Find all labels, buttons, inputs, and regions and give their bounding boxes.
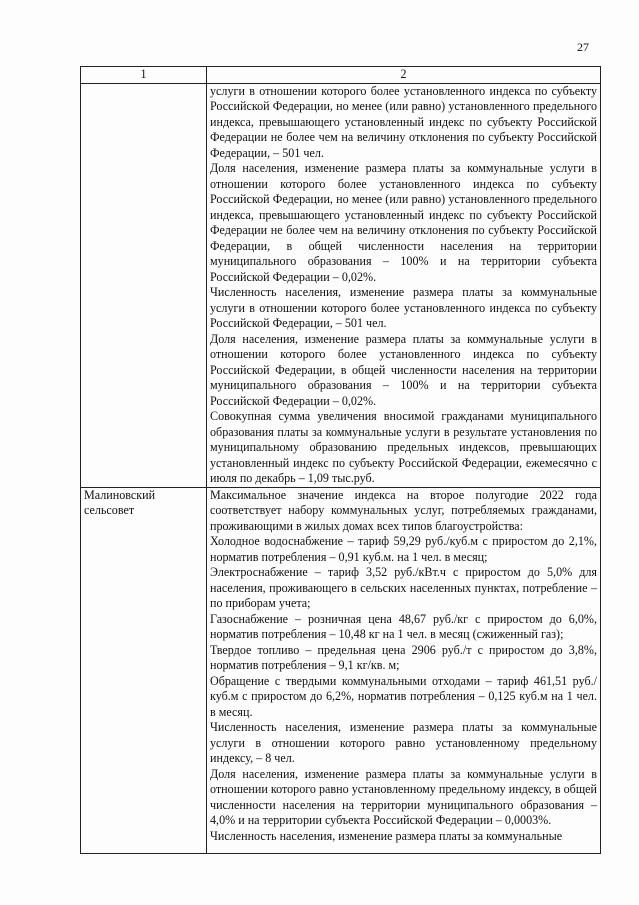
page-number: 27 (577, 40, 589, 54)
paragraph: Численность населения, изменение размера платы за коммунальные услуги в отношении которого равно установленному предельному индексу, – 8 чел. (210, 720, 597, 765)
table-row (81, 487, 601, 853)
paragraph: Доля населения, изменение размера платы за коммунальные услуги в отношении которого более установленного индекса по субъекту Российской Федерации, в общей численности населения на территории муниципального образования – 100% и на территории субъекта Российской Федерации – 0,02%. (210, 331, 597, 408)
column-header-2: 2 (207, 67, 601, 84)
paragraph: Численность населения, изменение размера платы за коммунальные (210, 828, 563, 843)
table-header-row (81, 67, 601, 84)
document-table (80, 66, 601, 854)
paragraph: услуги в отношении которого более установленного индекса по субъекту Российской Федерации, но менее (или равно) установленного предельного индекса, превышающего установленный индекс по субъекту Российской Федерации не более чем на величину отклонения по субъекту Российской Федерации, – 501 чел. (210, 83, 597, 160)
paragraph: Твердое топливо – предельная цена 2906 руб./т с приростом до 3,8%, норматив потребления – 9,1 кг/кв. м; (210, 642, 597, 672)
municipality-cell: Малиновский сельсовет (81, 487, 207, 853)
paragraph: Доля населения, изменение размера платы за коммунальные услуги в отношении которого равно установленному предельному индексу, в общей численности населения на территории муниципального образования – 4,0% и на территории субъекта Российской Федерации – 0,0003%. (210, 766, 597, 827)
paragraph: Холодное водоснабжение – тариф 59,29 руб./куб.м с приростом до 2,1%, норматив потребления – 0,91 куб.м. на 1 чел. в месяц; (210, 534, 597, 564)
paragraph: Доля населения, изменение размера платы за коммунальные услуги в отношении которого более установленного индекса по субъекту Российской Федерации, но менее (или равно) установленного предельного индекса, превышающего установленный индекс по субъекту Российской Федерации не более чем на величину отклонения по субъекту Российской Федерации, в общей численности населения на территории муниципального образования – 100% и на территории субъекта Российской Федерации – 0,02%. (210, 161, 597, 284)
paragraph: Газоснабжение – розничная цена 48,67 руб./кг с приростом до 6,0%, норматив потребления – 10,48 кг на 1 чел. в месяц (сжиженный газ); (210, 611, 597, 641)
paragraph: Максимальное значение индекса на второе полугодие 2022 года соответствует набору коммунальных услуг, потребляемых гражданами, проживающими в жилых домах всех типов благоустройства: (210, 487, 597, 533)
paragraph: Совокупная сумма увеличения вносимой гражданами муниципального образования платы за коммунальные услуги в результате установления по муниципальному образованию предельных индексов, превышающих установленный индекс по субъекту Российской Федерации, ежемесячно с июля по декабрь – 1,09 тыс.руб. (210, 409, 597, 485)
paragraph: Обращение с твердыми коммунальными отходами – тариф 461,51 руб./куб.м с приростом до 6,2%, норматив потребления – 0,125 куб.м на 1 чел. в месяц. (210, 673, 597, 719)
municipality-cell (81, 83, 207, 487)
description-cell (207, 487, 601, 853)
column-header-1: 1 (81, 67, 207, 84)
description-cell (207, 83, 601, 487)
table-row (81, 83, 601, 487)
paragraph: Численность населения, изменение размера платы за коммунальные услуги в отношении которого более установленного индекса по субъекту Российской Федерации, – 501 чел. (210, 285, 597, 330)
paragraph: Электроснабжение – тариф 3,52 руб./кВт.ч с приростом до 5,0% для населения, проживающего в сельских населенных пунктах, потребление – по приборам учета; (210, 565, 597, 610)
